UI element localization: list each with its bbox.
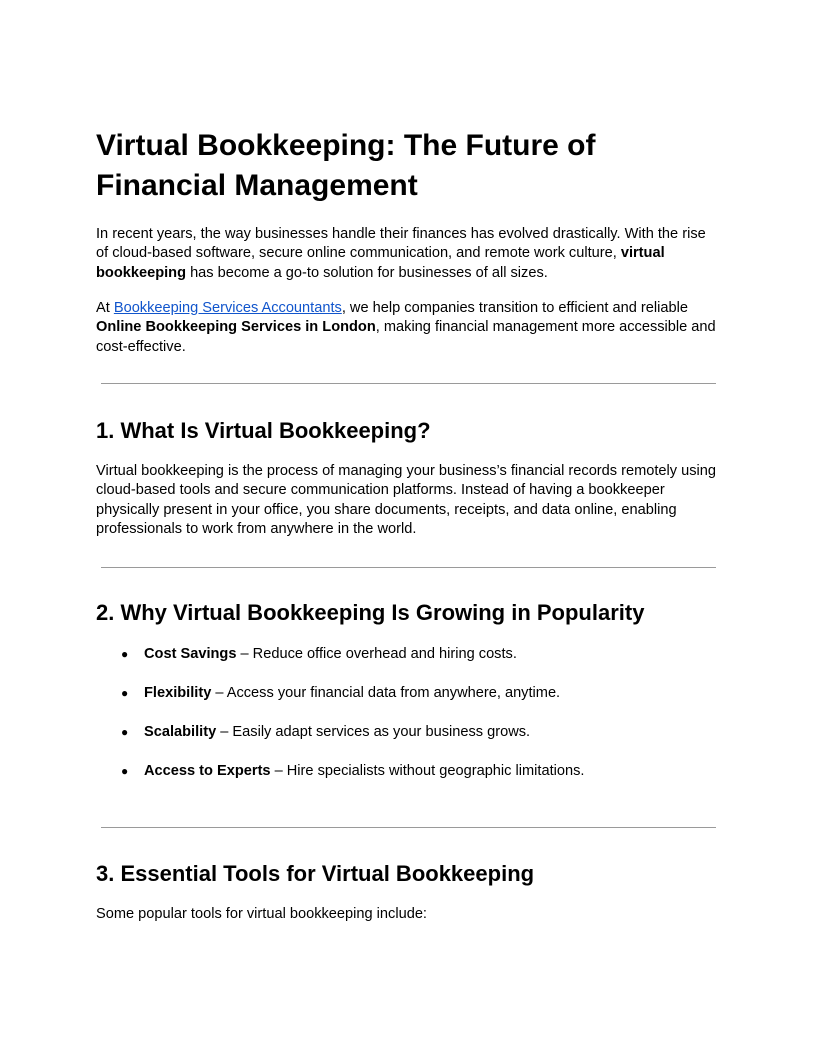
intro2-tail: , making financial management more accessible and cost-effective. <box>96 319 716 355</box>
popularity-list <box>96 645 720 801</box>
intro-tail: has become a go-to solution for businesses of all sizes. <box>186 264 548 281</box>
list-item-term: Scalability <box>144 724 217 740</box>
bullet-icon: ● <box>121 725 129 739</box>
list-item <box>96 684 720 723</box>
list-item <box>96 762 720 801</box>
intro2-bold-term: Online Bookkeeping Services in London <box>96 319 376 336</box>
list-item-desc: – Easily adapt services as your business grows. <box>216 724 531 740</box>
bullet-icon: ● <box>121 686 129 700</box>
intro2-pre: At <box>96 300 114 316</box>
bullet-icon: ● <box>121 764 129 778</box>
divider-1 <box>101 383 716 384</box>
list-item-term: Access to Experts <box>144 763 271 779</box>
section-3-heading: 3. Essential Tools for Virtual Bookkeeping <box>96 861 535 886</box>
list-item <box>96 723 720 762</box>
list-item <box>96 645 720 684</box>
section-1-heading: 1. What Is Virtual Bookkeeping? <box>96 418 431 443</box>
intro-bold-term: virtual bookkeeping <box>96 245 665 281</box>
document-title: Virtual Bookkeeping: The Future of Financial Management <box>96 129 596 202</box>
section-3-body: Some popular tools for virtual bookkeeping include: <box>96 906 427 922</box>
divider-3 <box>101 827 716 828</box>
bookkeeping-services-link[interactable]: Bookkeeping Services Accountants <box>113 300 342 316</box>
list-item-desc: – Access your financial data from anywhere, anytime. <box>211 685 561 701</box>
section-2-heading: 2. Why Virtual Bookkeeping Is Growing in Popularity <box>96 600 645 625</box>
list-item-term: Flexibility <box>144 685 212 701</box>
intro-paragraph-2 <box>96 299 720 357</box>
divider-2 <box>101 567 716 568</box>
section-1-body: Virtual bookkeeping is the process of managing your business’s financial records remotely using cloud-based tools and secure communication platforms. Instead of having a bookkeeper physically present in your office, you share documents, receipts, and data online, enabling professionals to work from anywhere in the world. <box>96 463 717 538</box>
bullet-icon: ● <box>121 647 129 661</box>
intro-text: In recent years, the way businesses handle their finances has evolved drastically. With the rise of cloud-based software, secure online communication, and remote work culture, <box>96 226 706 262</box>
list-item-desc: – Hire specialists without geographic limitations. <box>270 763 585 779</box>
list-item-term: Cost Savings <box>144 646 237 662</box>
list-item-desc: – Reduce office overhead and hiring costs. <box>236 646 517 662</box>
intro2-mid: , we help companies transition to efficient and reliable <box>341 300 688 316</box>
intro-paragraph-1 <box>96 225 720 283</box>
